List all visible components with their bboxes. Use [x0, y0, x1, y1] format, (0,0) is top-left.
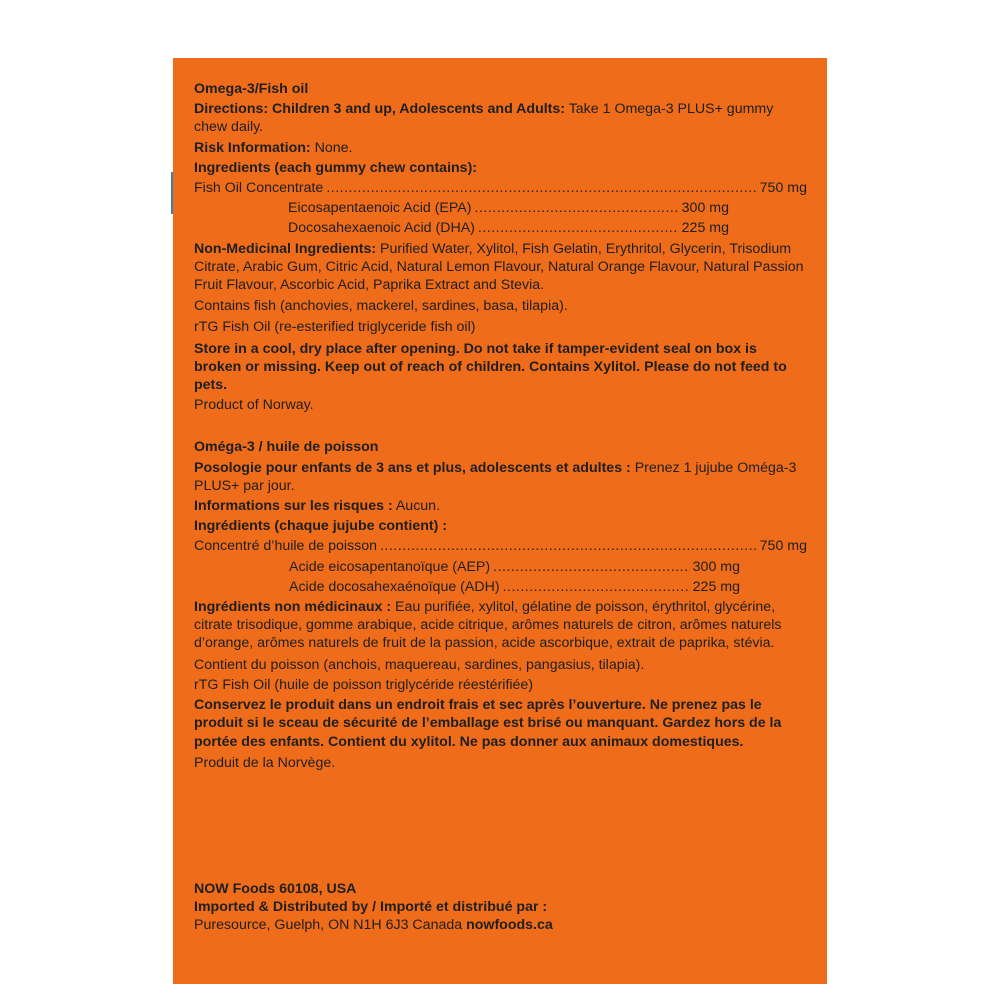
en-origin: Product of Norway. — [194, 397, 314, 414]
en-ingredient-name: Docosahexaenoic Acid (DHA) — [288, 220, 475, 237]
en-ingredient-amount: 225 mg — [681, 220, 729, 237]
fr-rtg-text: (huile de poisson triglycéride réestérifiée) — [270, 676, 534, 693]
en-directions-label: Directions: Children 3 and up, Adolescents and Adults: — [194, 101, 566, 118]
french-section — [194, 438, 807, 771]
website: nowfoods.ca — [466, 917, 553, 934]
fr-non-medicinal — [194, 598, 807, 653]
en-risk-label: Risk Information: — [194, 139, 311, 156]
manufacturer: NOW Foods 60108, USA — [194, 881, 357, 897]
fr-title: Oméga-3 / huile de poisson — [194, 439, 379, 456]
en-ingredient-amount: 300 mg — [681, 200, 729, 217]
leader-dots — [493, 558, 690, 576]
fr-risk-text: Aucun. — [392, 498, 441, 515]
en-directions — [194, 100, 807, 136]
leader-dots — [380, 537, 757, 555]
footer — [194, 880, 807, 935]
en-non-medicinal — [194, 240, 807, 295]
en-contains: Contains fish (anchovies, mackerel, sardines, basa, tilapia). — [194, 298, 568, 315]
en-non-medicinal-label: Non-Medicinal Ingredients: — [194, 240, 377, 257]
fr-non-medicinal-label: Ingrédients non médicinaux : — [194, 599, 392, 616]
leader-dots — [478, 219, 679, 237]
fr-rtg — [194, 676, 807, 694]
en-ingredient-amount: 750 mg — [759, 180, 807, 197]
en-title: Omega-3/Fish oil — [194, 81, 309, 97]
leader-dots — [326, 179, 756, 197]
fr-ingredient-amount: 225 mg — [692, 578, 740, 595]
english-section — [194, 80, 807, 414]
fr-risk-label: Informations sur les risques : — [194, 498, 393, 515]
label-panel — [173, 58, 827, 984]
fr-ingredient-amount: 750 mg — [759, 538, 807, 555]
en-ingredient-name: Fish Oil Concentrate — [194, 180, 324, 197]
fr-origin: Produit de la Norvège. — [194, 754, 336, 771]
fr-ingredient-name: Concentré d’huile de poisson — [194, 538, 377, 555]
fr-ingredient-row — [194, 558, 740, 576]
importer-address — [194, 916, 807, 934]
fr-ingredient-name: Acide eicosapentanoïque (AEP) — [289, 558, 491, 575]
en-ingredient-row — [194, 219, 729, 237]
fr-ingredient-row — [194, 578, 740, 596]
en-rtg: rTG Fish Oil (re-esterified triglyceride fish oil) — [194, 319, 476, 336]
en-ingredient-row — [194, 199, 729, 217]
en-risk — [194, 139, 807, 157]
fr-directions — [194, 459, 807, 495]
en-ingredients-heading: Ingredients (each gummy chew contains): — [194, 159, 478, 176]
fr-storage: Conservez le produit dans un endroit frais et sec après l’ouverture. Ne prenez pas le produit si le sceau de sécurité de l’emballage est brisé ou manquant. Gardez hors de la portée des enfants. Contient du xylitol. Ne pas donner aux animaux domestiques. — [194, 697, 782, 750]
en-risk-text: None. — [310, 139, 353, 156]
en-non-medicinal-text: Purified Water, Xylitol, Fish Gelatin, Erythritol, Glycerin, Trisodium Citrate, Arabic Gum, Citric Acid, Natural Lemon Flavour, Natural Orange Flavour, Natural Passion Fruit Flavour, Ascorbic Acid, Paprika Extract and Stevia. — [194, 240, 804, 294]
fr-ingredient-row — [194, 537, 807, 555]
fr-ingredients-heading: Ingrédients (chaque jujube contient) : — [194, 518, 448, 535]
en-storage: Store in a cool, dry place after opening. Do not take if tamper-evident seal on box is broken or missing. Keep out of reach of children. Contains Xylitol. Please do not feed to pets. — [194, 340, 787, 394]
fr-directions-text: Prenez 1 jujube Oméga-3 PLUS+ par jour. — [194, 459, 797, 494]
fr-risk — [194, 497, 807, 515]
fr-non-medicinal-text: Eau purifiée, xylitol, gélatine de poisson, érythritol, glycérine, citrate trisodique, gomme arabique, acide citrique, arômes naturels de citron, arômes naturels d’orange, arômes naturels de fruit de la passion, acide ascorbique, extrait de paprika, stévia. — [194, 599, 782, 652]
fr-ingredient-name: Acide docosahexaénoïque (ADH) — [289, 578, 500, 595]
en-directions-text: Take 1 Omega-3 PLUS+ gummy chew daily. — [194, 101, 774, 136]
fr-contains: Contient du poisson (anchois, maquereau, sardines, pangasius, tilapia). — [194, 656, 645, 673]
leader-dots — [503, 578, 690, 596]
leader-dots — [475, 199, 679, 217]
importer-label: Imported & Distributed by / Importé et distribué par : — [194, 899, 548, 916]
fr-ingredient-amount: 300 mg — [692, 558, 740, 575]
en-ingredient-name: Eicosapentaenoic Acid (EPA) — [288, 200, 472, 217]
en-ingredient-row — [194, 179, 807, 197]
fr-rtg-label: rTG Fish Oil — [194, 676, 271, 693]
address-text: Puresource, Guelph, ON N1H 6J3 Canada — [194, 917, 467, 934]
fr-directions-label: Posologie pour enfants de 3 ans et plus, adolescents et adultes : — [194, 459, 631, 476]
